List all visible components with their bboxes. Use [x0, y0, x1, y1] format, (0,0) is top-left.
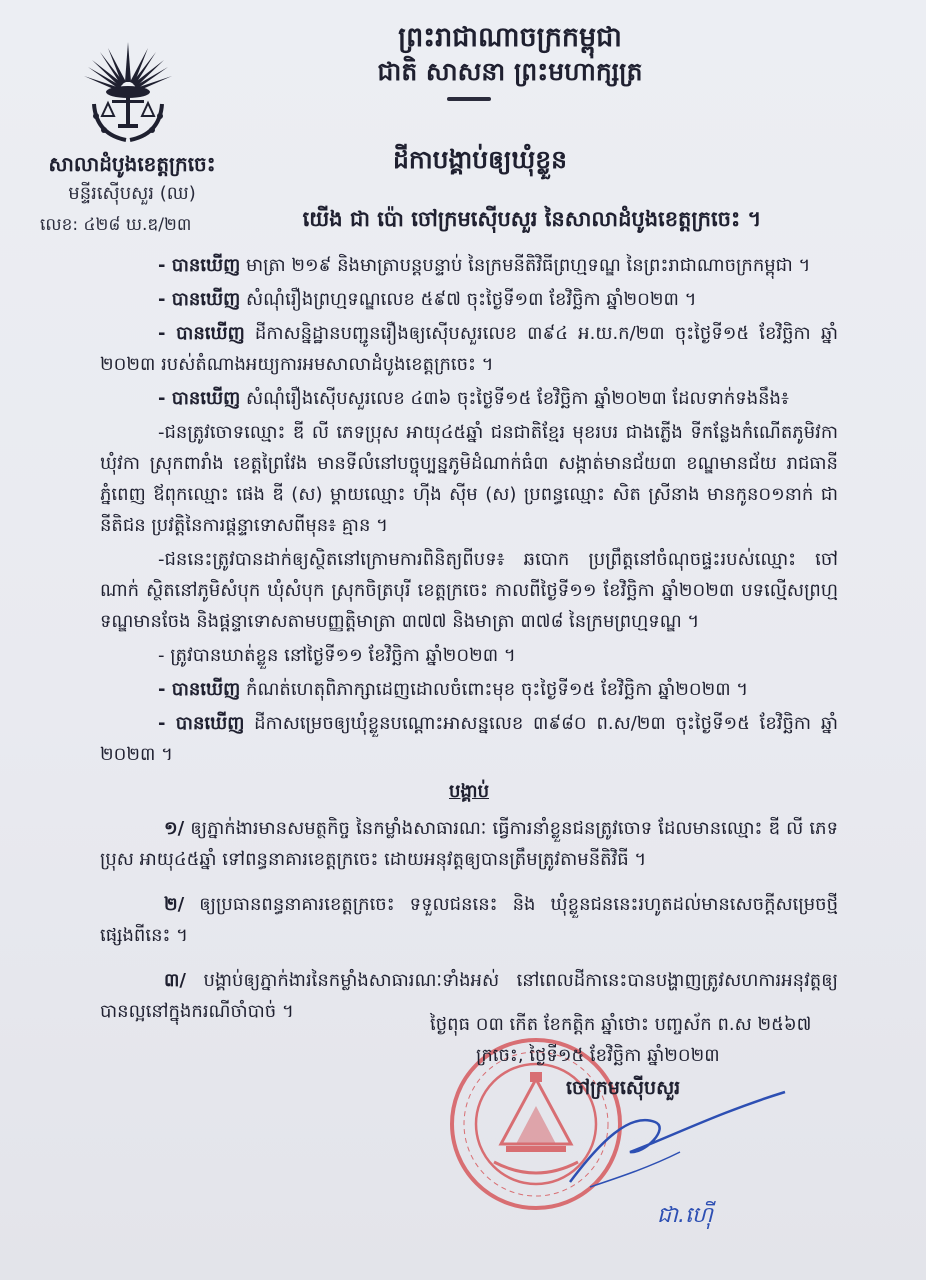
document-title: ដីកាបង្គាប់ឲ្យឃុំខ្លួន [392, 145, 568, 174]
arrest-date: - ត្រូវបានឃាត់ខ្លួន នៅថ្ងៃទី១១ ខែវិច្ឆិកា ឆ្នាំ២០២៣ ។ [158, 645, 516, 666]
orders-heading: បង្គាប់ [449, 781, 489, 802]
recital-paragraph: - បានឃើញ សំណុំរឿងស៊ើបសួរលេខ ៤៣៦ ចុះថ្ងៃទី១៥ ខែវិច្ឆិកា ឆ្នាំ២០២៣ ដែលទាក់ទងនឹង៖ [158, 388, 789, 409]
document-body [100, 250, 838, 1041]
signature-icon [560, 1082, 790, 1192]
signer-title: ចៅក្រមស៊ើបសួរ [566, 1077, 681, 1099]
svg-text:ជា.ហ៊ើ: ជា.ហ៊ើ [657, 1203, 713, 1228]
recital-paragraph: - បានឃើញ កំណត់ហេតុពិភាក្សាដេញដោលចំពោះមុខ ចុះថ្ងៃទី១៥ ខែវិច្ឆិកា ឆ្នាំ២០២៣ ។ [158, 679, 749, 700]
reference-number: លេខ: ៤២៨ ឃ.ឌ/២៣ [40, 215, 192, 235]
lunar-date: ថ្ងៃពុធ ០៣ កើត ខែកត្តិក ឆ្នាំថោះ បញ្ចស័ក ព.ស ២៥៦៧ [430, 1014, 812, 1035]
national-motto: ជាតិ សាសនា ព្រះមហាក្សត្រ [377, 57, 643, 86]
recital-paragraph: - បានឃើញ ដីកាសម្រេចឲ្យឃុំខ្លួនបណ្តោះអាសន្នលេខ ៣៩៨០ ព.ស/២៣ ចុះថ្ងៃទី១៥ ខែវិច្ឆិកា ឆ្នាំ ២០២៣ ។ [100, 713, 838, 765]
recital-paragraph: - បានឃើញ សំណុំរឿងព្រហ្មទណ្ឌលេខ ៥៩៧ ចុះថ្ងៃទី១៣ ខែវិច្ឆិកា ឆ្នាំ២០២៣ ។ [158, 289, 697, 310]
place-and-date: ក្រចេះ, ថ្ងៃទី១៥ ខែវិច្ឆិកា ឆ្នាំ២០២៣ [476, 1045, 720, 1066]
investigation-office: មន្ទីរស៊ើបសួរ (ឈ) [68, 183, 196, 204]
handwritten-initials [655, 1188, 735, 1238]
recital-paragraph: - បានឃើញ មាត្រា ២១៩ និងមាត្រាបន្តបន្ទាប់ នៃក្រមនីតិវិធីព្រហ្មទណ្ឌ នៃព្រះរាជាណាចក្រកម្ពុជា ។ [158, 255, 811, 276]
order-item: ១/ ឲ្យភ្នាក់ងារមានសមត្ថកិច្ច នៃកម្លាំងសាធារណៈ ធ្វើការនាំខ្លួនជនត្រូវចោទ ដែលមានឈ្មោះ ឌី លី ភេទប្រុស អាយុ៤៥ឆ្នាំ ទៅពន្ធនាគារខេត្តក្រចេះ ដោយអនុវត្តឲ្យបានត្រឹមត្រូវតាមនីតិវិធី ។ [100, 818, 838, 870]
order-item: ២/ ឲ្យប្រធានពន្ធនាគារខេត្តក្រចេះ ទទួលជននេះ និង ឃុំខ្លួនជននេះរហូតដល់មានសេចក្តីសម្រេចថ្មីផ្សេងពីនេះ ។ [100, 894, 838, 946]
accused-details: -ជនត្រូវចោទឈ្មោះ ឌី លី ភេទប្រុស អាយុ៤៥ឆ្នាំ ជនជាតិខ្មែរ មុខរបរ ជាងភ្លើង ទីកន្លែងកំណើតភូមិវកា ឃុំវកា ស្រុកពារាំង ខេត្តព្រៃវែង មានទីលំនៅបច្ចុប្បន្នភូមិដំណាក់ធំ៣ សង្កាត់មានជ័យ៣ ខណ្ឌមានជ័យ រាជធានីភ្នំពេញ ឪពុកឈ្មោះ ផេង ឌី (ស) ម្តាយឈ្មោះ ហ៊ីង ស៊ីម (ស) ប្រពន្ធឈ្មោះ សិត ស្រីនាង មានកូន០១នាក់ ជានីតិជន ប្រវត្តិនៃការផ្តន្ទាទោសពីមុន៖ គ្មាន ។ [100, 422, 838, 536]
court-emblem-icon [78, 34, 178, 152]
kingdom-heading: ព្រះរាជាណាចក្រកម្ពុជា [398, 22, 622, 53]
recital-paragraph: - បានឃើញ ដីកាសន្និដ្ឋានបញ្ជូនរឿងឲ្យស៊ើបសួរលេខ ៣៩៤ អ.យ.ក/២៣ ចុះថ្ងៃទី១៥ ខែវិច្ឆិកា ឆ្នាំ ២០២៣ របស់តំណាងអយ្យការអមសាលាដំបូងខេត្តក្រចេះ ។ [100, 323, 838, 375]
judge-statement: យើង ជា ប៉ោ ចៅក្រមស៊ើបសួរ នៃសាលាដំបូងខេត្តក្រចេះ ។ [302, 207, 762, 231]
charge-details: -ជននេះត្រូវបានដាក់ឲ្យស្ថិតនៅក្រោមការពិនិត្យពីបទ៖ ឆបោក ប្រព្រឹត្តនៅចំណុចផ្ទះរបស់ឈ្មោះ ចៅ ណាក់ ស្ថិតនៅភូមិសំបុក ឃុំសំបុក ស្រុកចិត្របុរី ខេត្តក្រចេះ កាលពីថ្ងៃទី១១ ខែវិច្ឆិកា ឆ្នាំ២០២៣ បទល្មើសព្រហ្មទណ្ឌមានចែង និងផ្តន្ទាទោសតាមបញ្ញត្តិមាត្រា ៣៧៧ និងមាត្រា ៣៧៨ នៃក្រមព្រហ្មទណ្ឌ ។ [100, 549, 838, 632]
order-item: ៣/ បង្គាប់ឲ្យភ្នាក់ងារនៃកម្លាំងសាធារណៈទាំងអស់ នៅពេលដីកានេះបានបង្ហាញត្រូវសហការអនុវត្តឲ្យបានល្អនៅក្នុងករណីចាំបាច់ ។ [100, 970, 838, 1022]
divider-ornament [447, 97, 491, 101]
court-name: សាលាដំបូងខេត្តក្រចេះ [48, 152, 216, 176]
